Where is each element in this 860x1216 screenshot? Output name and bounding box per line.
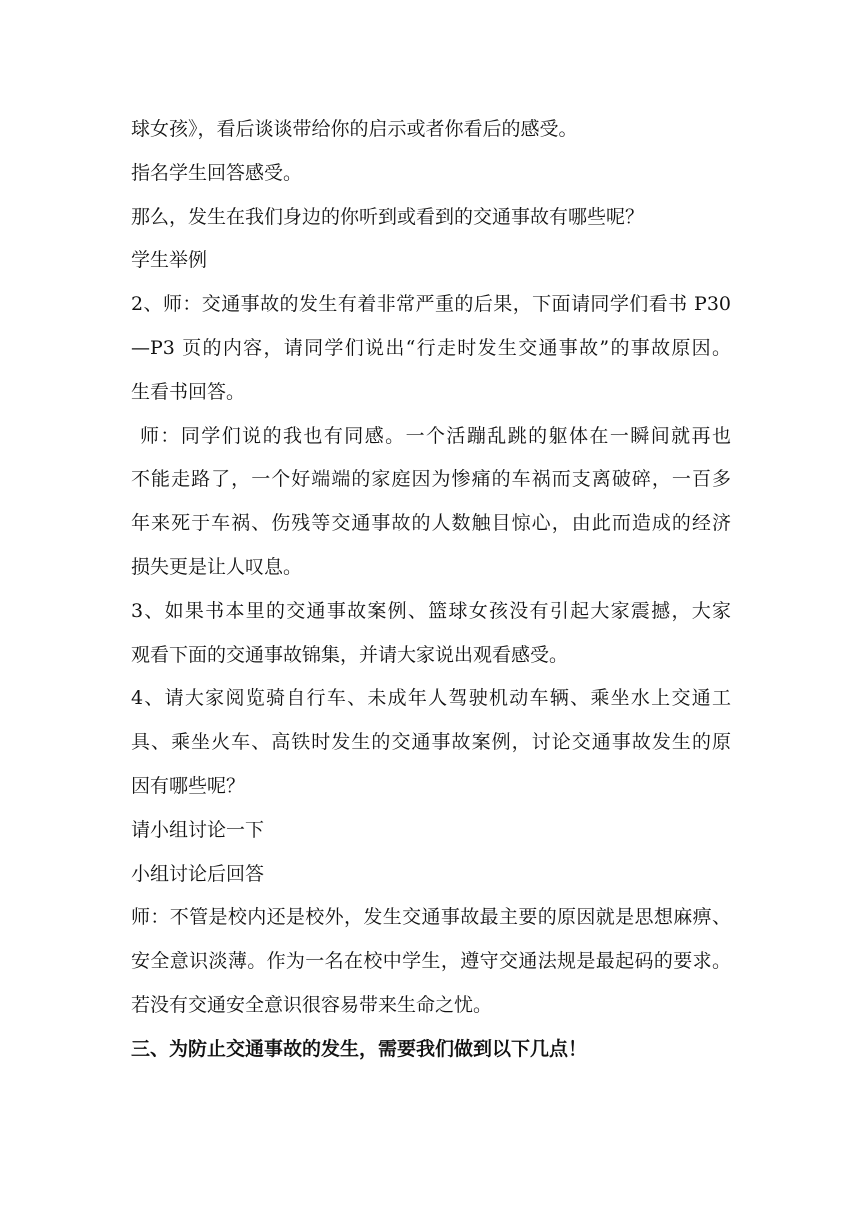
text-line: 3、如果书本里的交通事故案例、篮球女孩没有引起大家震撼，大家 [131, 599, 731, 622]
text-line: 请小组讨论一下 [131, 818, 265, 841]
text-line: 观看下面的交通事故锦集，并请大家说出观看感受。 [131, 643, 569, 666]
text-line: 2、师：交通事故的发生有着非常严重的后果，下面请同学们看书 P30 [131, 293, 731, 316]
text-line: 安全意识淡薄。作为一名在校中学生，遵守交通法规是最起码的要求。 [131, 950, 731, 973]
section-heading: 三、为防止交通事故的发生，需要我们做到以下几点！ [131, 1037, 588, 1060]
text-line: 年来死于车祸、伤残等交通事故的人数触目惊心，由此而造成的经济 [131, 512, 731, 535]
text-line: 4、请大家阅览骑自行车、未成年人驾驶机动车辆、乘坐水上交通工 [131, 687, 731, 710]
text-line: 球女孩》，看后谈谈带给你的启示或者你看后的感受。 [131, 118, 578, 140]
text-line: 学生举例 [131, 249, 208, 272]
text-line: 小组讨论后回答 [131, 862, 265, 885]
text-line: 生看书回答。 [131, 380, 246, 403]
document-body [131, 108, 731, 1072]
text-line: 师：不管是校内还是校外，发生交通事故最主要的原因就是思想麻痹、 [131, 906, 731, 929]
text-line: 指名学生回答感受。 [131, 161, 303, 184]
text-line: 因有哪些呢？ [131, 774, 246, 797]
text-line: 那么，发生在我们身边的你听到或看到的交通事故有哪些呢？ [131, 205, 645, 228]
text-line: 损失更是让人叹息。 [131, 555, 303, 578]
text-line: —P3 页的内容，请同学们说出“行走时发生交通事故”的事故原因。 [131, 336, 731, 359]
text-line: 师：同学们说的我也有同感。一个活蹦乱跳的躯体在一瞬间就再也 [140, 424, 731, 447]
text-line: 若没有交通安全意识很容易带来生命之忧。 [131, 993, 493, 1016]
text-line: 不能走路了，一个好端端的家庭因为惨痛的车祸而支离破碎，一百多 [131, 468, 731, 491]
text-line: 具、乘坐火车、高铁时发生的交通事故案例，讨论交通事故发生的原 [131, 731, 731, 754]
